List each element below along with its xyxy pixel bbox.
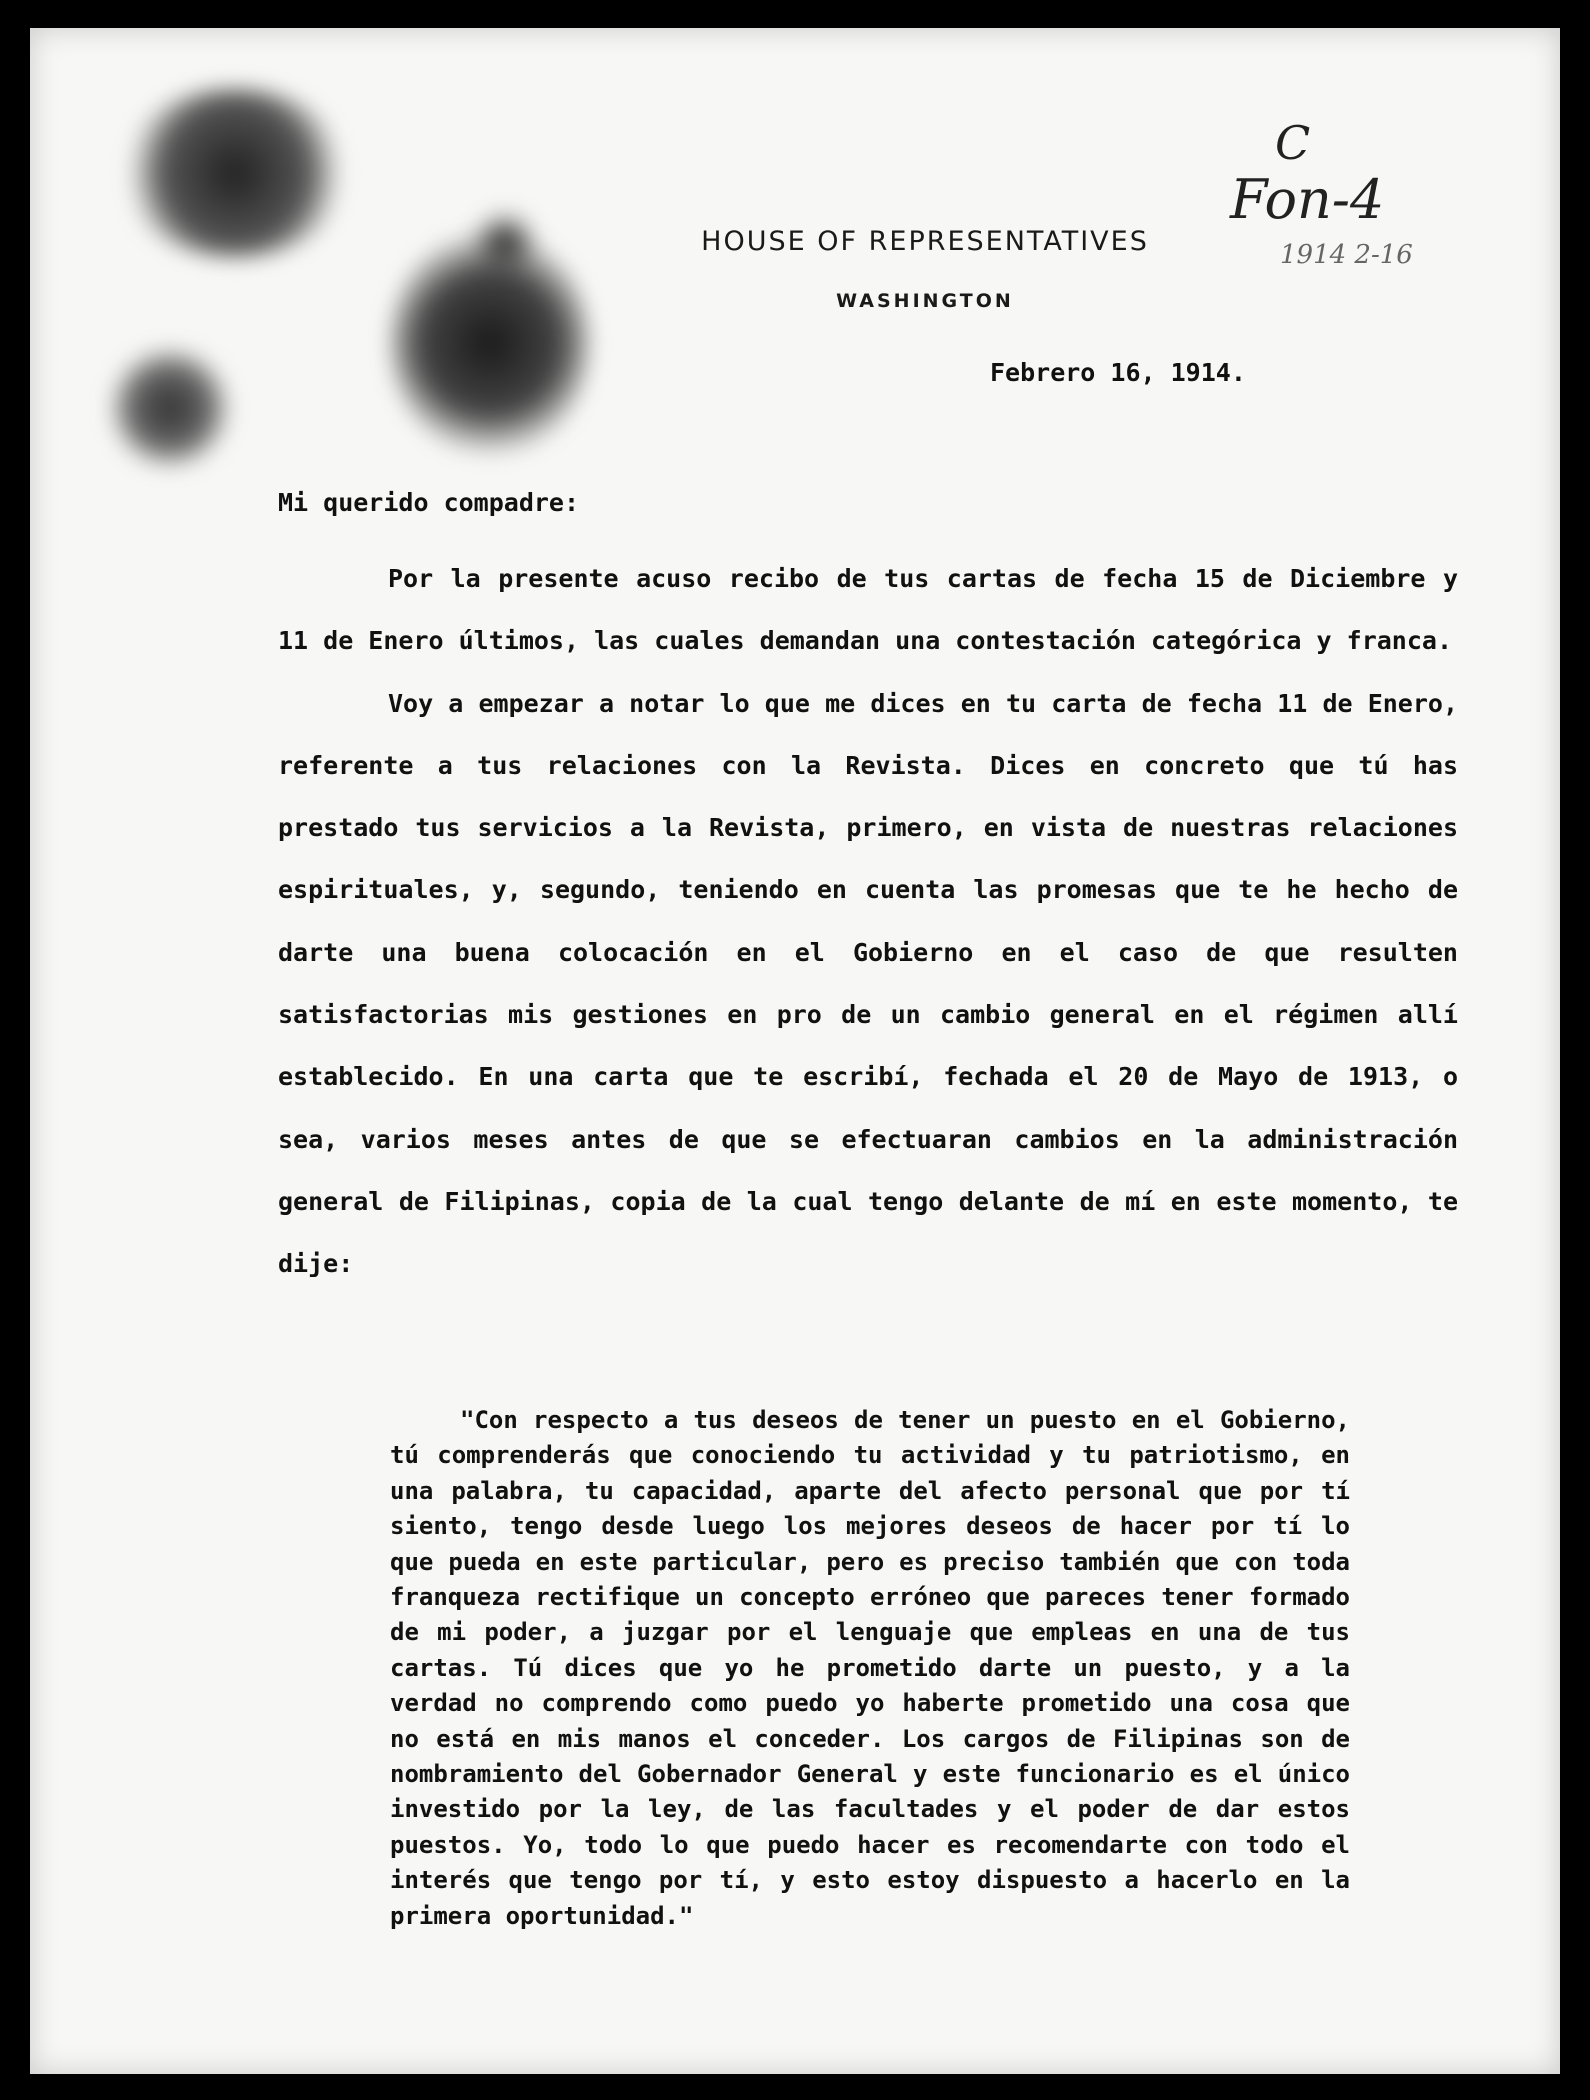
quoted-passage: "Con respecto a tus deseos de tener un puesto en el Gobierno, tú comprenderás que conociendo tu actividad y tu patriotismo, en una palabra, tu capacidad, aparte del afecto personal que por tí siento, tengo desde luego los mejores deseos de hacer por tí lo que pueda en este particular, pero es preciso también que con toda franqueza rectifique un concepto erróneo que pareces tener formado de mi poder, a juzgar por el lenguaje que empleas en una de tus cartas. Tú dices que yo he prometido darte un puesto, y a la verdad no comprendo como puedo yo haberte prometido una cosa que no está en mis manos el conceder. Los cargos de Filipinas son de nombramiento del Gobernador General y este funcionario es el único investido por la ley, de las facultades y el poder de dar estos puestos. Yo, todo lo que puedo hacer es recomendarte con todo el interés que tengo por tí, y esto estoy dispuesto a hacerlo en la primera oportunidad." (390, 1406, 1350, 1930)
paragraph: Por la presente acuso recibo de tus cartas de fecha 15 de Diciembre y 11 de Enero últimos, las cuales demandan una contestación categórica y franca. (278, 564, 1458, 656)
ink-stain (110, 348, 230, 468)
letter-page (30, 28, 1560, 2074)
letter-body (278, 548, 1458, 1296)
paragraph: Voy a empezar a notar lo que me dices en tu carta de fecha 11 de Enero, referente a tus relaciones con la Revista. Dices en concreto que tú has prestado tus servicios a la Revista, primero, en vista de nuestras relaciones espirituales, y, segundo, teniendo en cuenta las promesas que te he hecho de darte una buena colocación en el Gobierno en el caso de que resulten satisfactorias mis gestiones en pro de un cambio general en el régimen allí establecido. En una carta que te escribí, fechada el 20 de Mayo de 1913, o sea, varios meses antes de que se efectuaran cambios en la administración general de Filipinas, copia de la cual tengo delante de mí en este momento, te dije: (278, 688, 1458, 1279)
handwritten-date-note: 1914 2-16 (1280, 240, 1413, 270)
letter-date: Febrero 16, 1914. (990, 358, 1246, 387)
salutation: Mi querido compadre: (278, 488, 580, 517)
handwritten-mark: C (1275, 116, 1311, 170)
letterhead-subtitle: WASHINGTON (836, 290, 1014, 312)
handwritten-file-code: Fon-4 (1230, 168, 1385, 231)
letterhead-title: HOUSE OF REPRESENTATIVES (701, 226, 1149, 257)
